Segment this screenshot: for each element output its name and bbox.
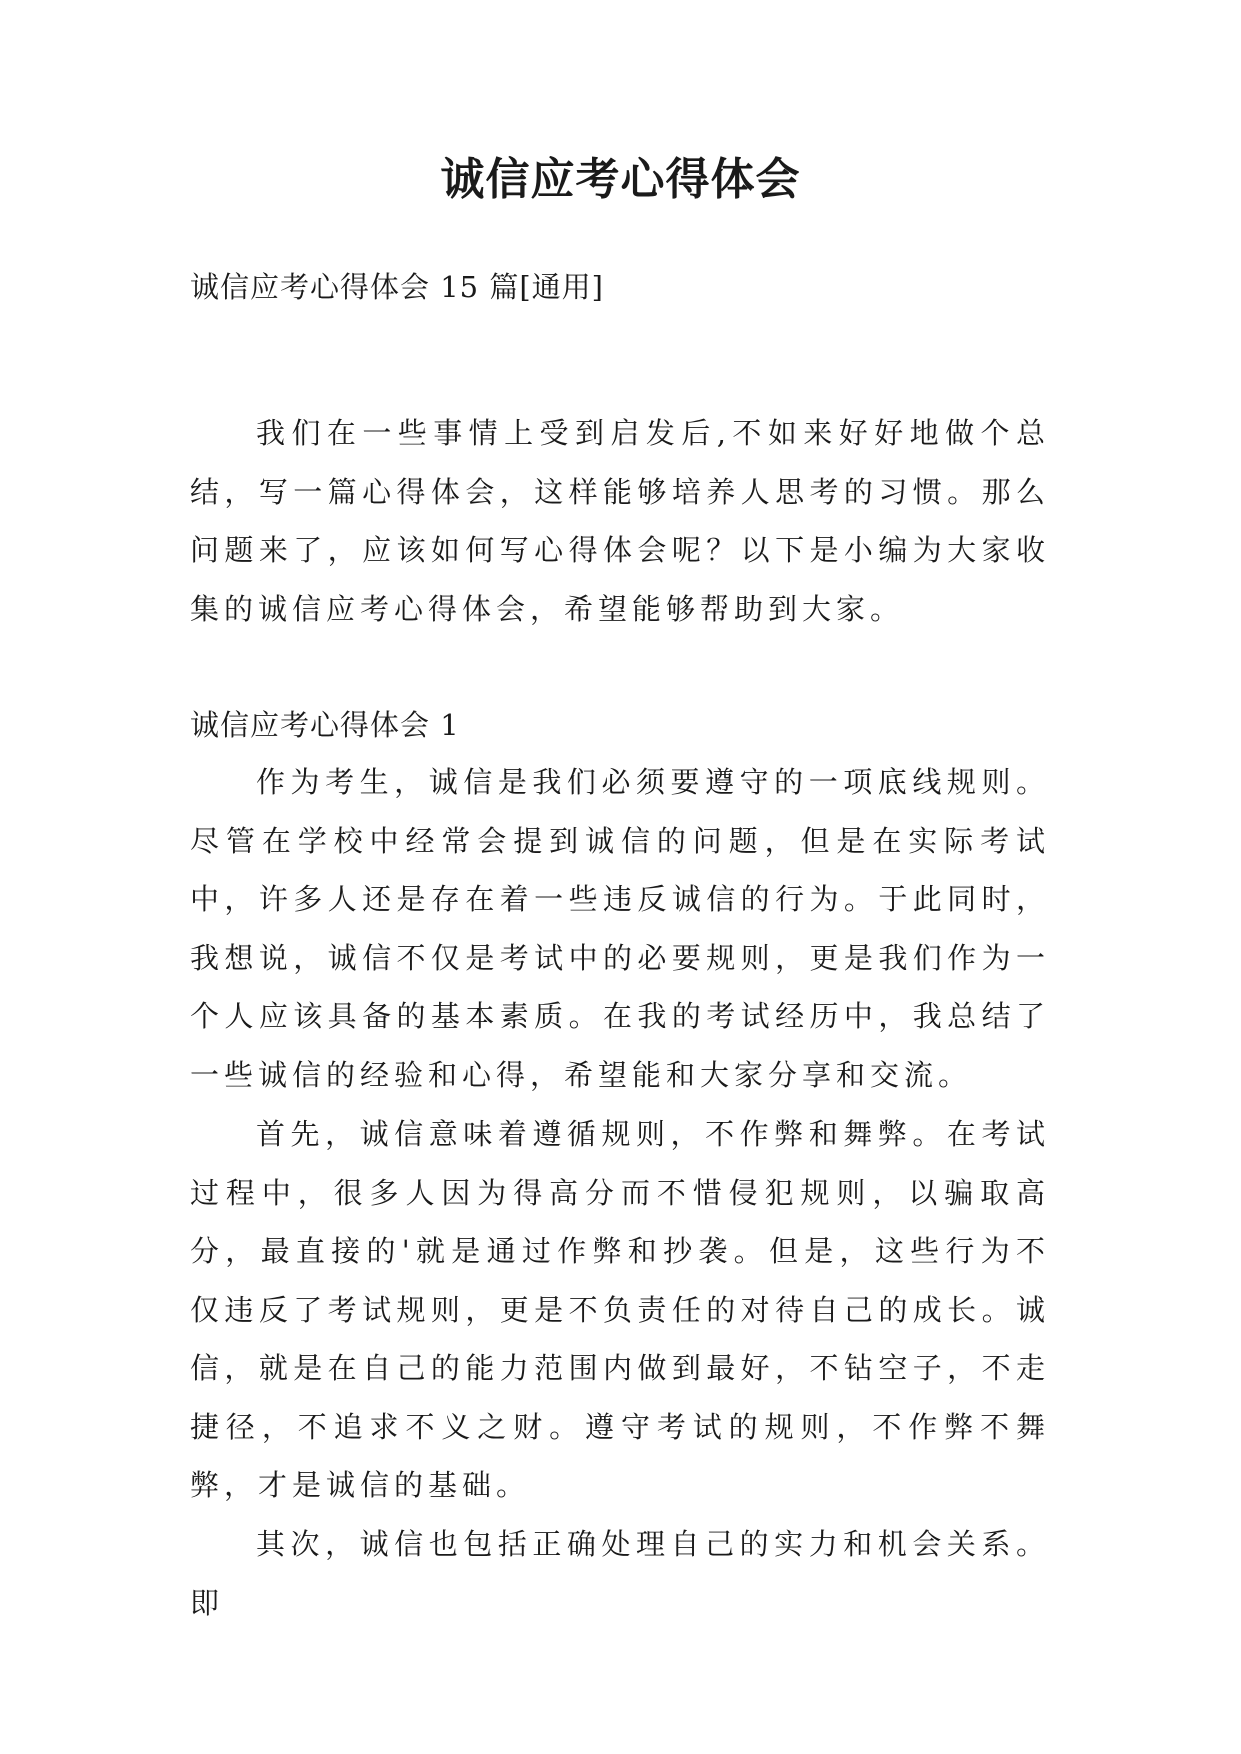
document-title: 诚信应考心得体会 [440,154,801,205]
body-paragraph: 首先，诚信意味着遵循规则，不作弊和舞弊。在考试过程中，很多人因为得高分而不惜侵犯规则，以骗取高分，最直接的'就是通过作弊和抄袭。但是，这些行为不仅违反了考试规则，更是不负责任的对待自己的成长。诚信，就是在自己的能力范围内做到最好，不钻空子，不走捷径，不追求不义之财。遵守考试的规则，不作弊不舞弊，才是诚信的基础。 [190,1117,1050,1502]
body-paragraph: 作为考生，诚信是我们必须要遵守的一项底线规则。尽管在学校中经常会提到诚信的问题，但是在实际考试中，许多人还是存在着一些违反诚信的行为。于此同时，我想说，诚信不仅是考试中的必要规则，更是我们作为一个人应该具备的基本素质。在我的考试经历中，我总结了一些诚信的经验和心得，希望能和大家分享和交流。 [190,765,1050,1092]
document-subtitle: 诚信应考心得体会 15 篇[通用] [190,270,604,304]
body-paragraph: 其次，诚信也包括正确处理自己的实力和机会关系。即 [190,1527,1050,1620]
section-heading: 诚信应考心得体会 1 [190,708,460,742]
intro-paragraph: 我们在一些事情上受到启发后,不如来好好地做个总结，写一篇心得体会，这样能够培养人思考的习惯。那么问题来了，应该如何写心得体会呢？以下是小编为大家收集的诚信应考心得体会，希望能够帮助到大家。 [190,416,1050,626]
